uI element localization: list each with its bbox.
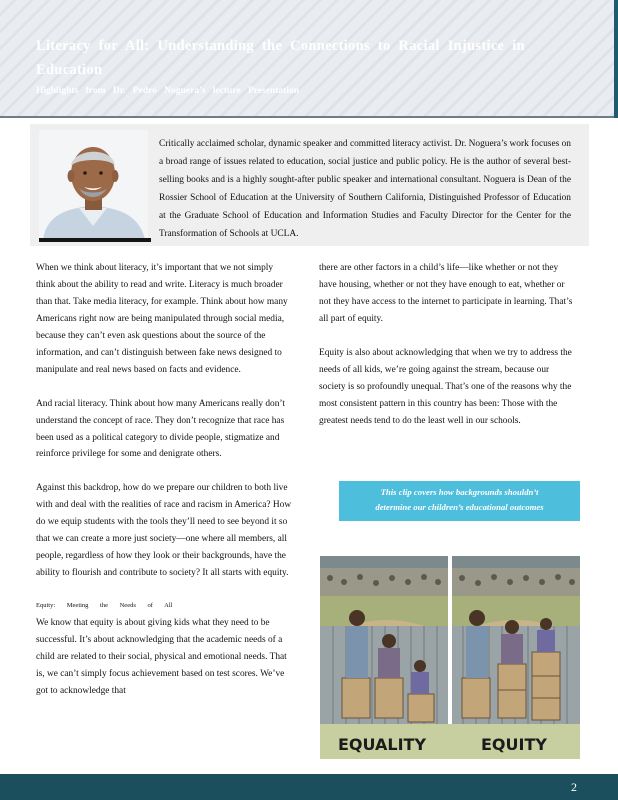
left-column [36, 260, 293, 717]
equality-label: EQUALITY [337, 735, 427, 754]
page-number: 2 [571, 780, 577, 794]
equity-label: EQUITY [481, 735, 547, 754]
speaker-photo [39, 130, 148, 239]
paragraph: there are other factors in a child’s life—like whether or not they have housing, whether or not they have enough to eat, whether or not they have access to the internet to participate in learning. That’s all part of equity. [319, 263, 573, 324]
paragraph: When we think about literacy, it’s important that we not simply think about the ability to read and write. Literacy is much broader than that. Take media literacy, for example. Think about how many Americans right now are being manipulated through social media, because they can’t even ask questions about the source of the information, and can’t distinguish between fake news designed to manipulate and real news based on facts and evidence. [36, 263, 288, 375]
callout-line: determine our children’s educational outcomes [375, 502, 544, 512]
page-footer [0, 774, 618, 800]
photo-underline [39, 238, 151, 242]
right-column [319, 260, 577, 446]
header-divider [0, 116, 614, 118]
page-title: Literacy for All: Understanding the Connections to Racial Injustice in Education [36, 38, 525, 78]
section-subheading: Equity: Meeting the Needs of All [36, 602, 173, 610]
callout-line: This clip covers how backgrounds shouldn’t [380, 487, 539, 497]
paragraph: And racial literacy. Think about how many Americans really don’t understand the concept of race. They don’t recognize that race has been used as a political category to divide people, stigmatize and reinforce privilege for some and denigrate others. [36, 398, 285, 460]
video-clip-callout[interactable] [339, 481, 580, 521]
paragraph: We know that equity is about giving kids what they need to be successful. It’s about acknowledging that the academic needs of a child are related to their social, physical and emotional needs. That is, we can’t simply focus achievement based on test scores. We’ve got to acknowledge that [36, 618, 287, 696]
equality-equity-illustration [320, 556, 580, 759]
paragraph: Against this backdrop, how do we prepare our children to both live with and deal with the realities of race and racism in America? How do we equip students with the tools they’ll need to see beyond it so that we can create a more just society—one where all members, all people, regardless of how they look or their backgrounds, have the ability to flourish and contribute to society? It all starts with equity. [36, 483, 292, 579]
paragraph: Equity is also about acknowledging that when we try to address the needs of all kids, we’re going against the stream, because our society is so profoundly unequal. That’s one of the reasons why the most consistent pattern in this country has been: Those with the greatest needs tend to do the least well in our schools. [319, 347, 572, 426]
bio-text: Critically acclaimed scholar, dynamic speaker and committed literacy activist. Dr. Noguera’s work focuses on a broad range of issues related to education, social justice and public policy. He is the author of several best-selling books and is a highly sought-after public speaker and international consultant. Noguera is Dean of the Rossier School of Education at the University of Southern California, Distinguished Professor of Education at the Graduate School of Education and Information Studies and Faculty Director for the Center for the Transformation of Schools at UCLA. [159, 139, 571, 239]
page-subtitle: Highlights from Dr. Pedro Noguera's lecture Presentation [36, 86, 299, 96]
header-edge-accent [614, 0, 618, 118]
speaker-portrait-icon [39, 130, 148, 239]
